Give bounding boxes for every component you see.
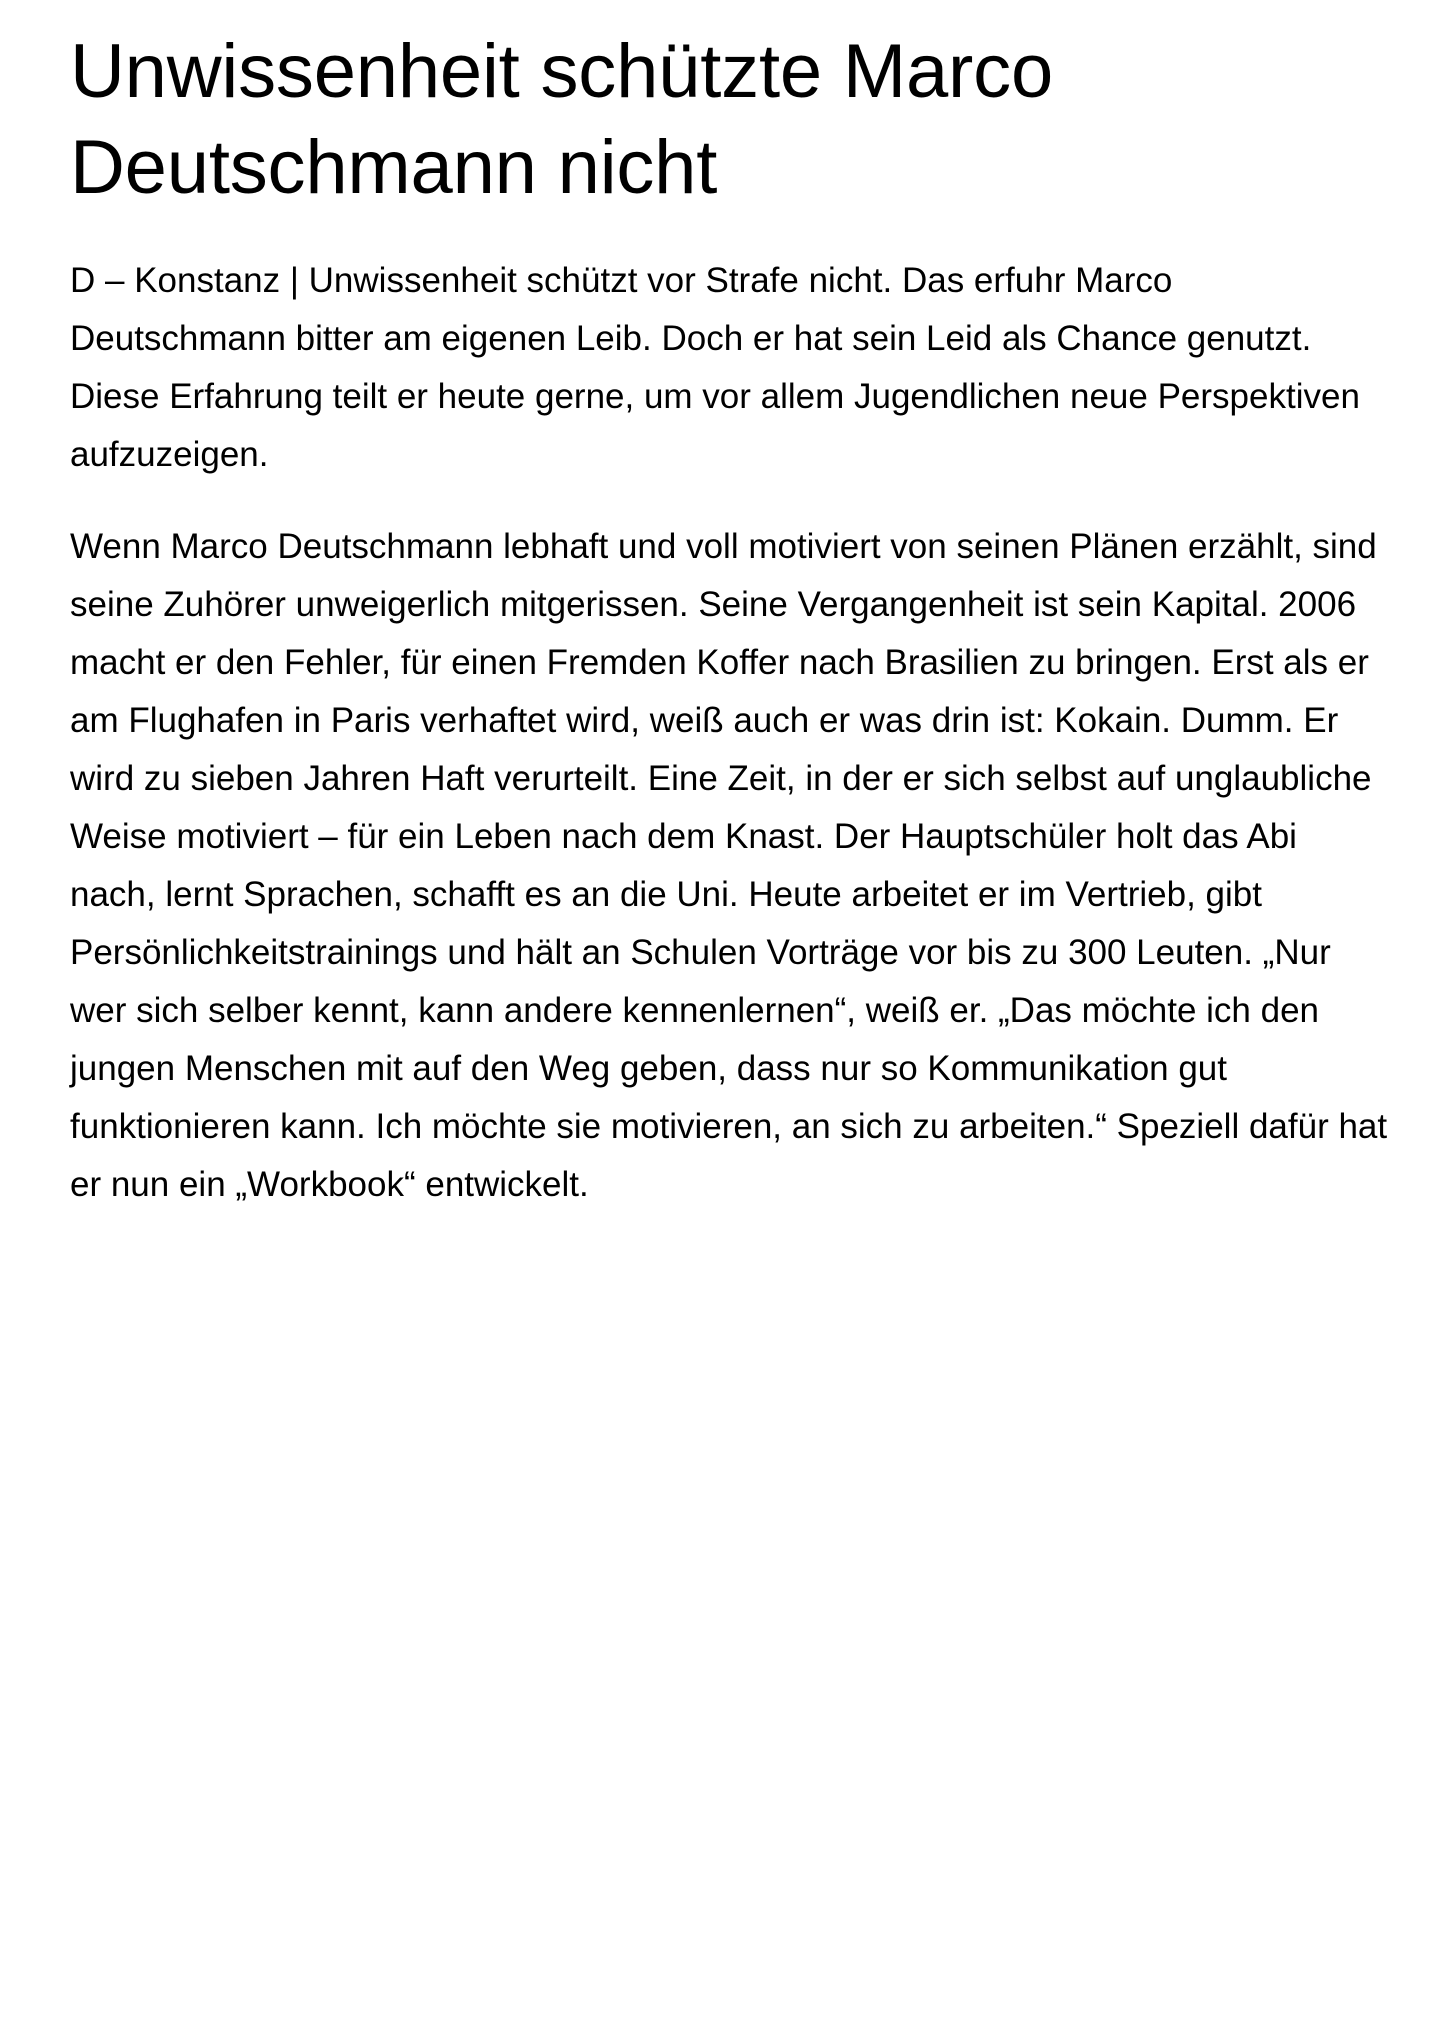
article-body: Wenn Marco Deutschmann lebhaft und voll motiviert von seinen Plänen erzählt, sind seine Zuhörer unweigerlich mitgerissen. Seine Vergangenheit ist sein Kapital. 2006 macht er den Fehler, für einen Fremden Koffer nach Brasilien zu bringen. Erst als er am Flughafen in Paris verhaftet wird, weiß auch er was drin ist: Kokain. Dumm. Er wird zu sieben Jahren Haft verurteilt. Eine Zeit, in der er sich selbst auf unglaubliche Weise motiviert – für ein Leben nach dem Knast. Der Hauptschüler holt das Abi nach, lernt Sprachen, schafft es an die Uni. Heute arbeitet er im Vertrieb, gibt Persönlichkeitstrainings und hält an Schulen Vorträge vor bis zu 300 Leuten. „Nur wer sich selber kennt, kann andere kennenlernen“, weiß er. „Das möchte ich den jungen Menschen mit auf den Weg geben, dass nur so Kommunikation gut funktionieren kann. Ich möchte sie motivieren, an sich zu arbeiten.“ Speziell dafür hat er nun ein „Workbook“ entwickelt. <box>70 527 1388 1204</box>
article <box>70 24 1390 1214</box>
article-lead: D – Konstanz | Unwissenheit schützt vor Strafe nicht. Das erfuhr Marco Deutschmann bitter am eigenen Leib. Doch er hat sein Leid als Chance genutzt. Diese Erfahrung teilt er heute gerne, um vor allem Jugendlichen neue Perspektiven aufzuzeigen. <box>70 261 1360 474</box>
article-title: Unwissenheit schützte Marco Deutschmann nicht <box>70 29 1054 210</box>
